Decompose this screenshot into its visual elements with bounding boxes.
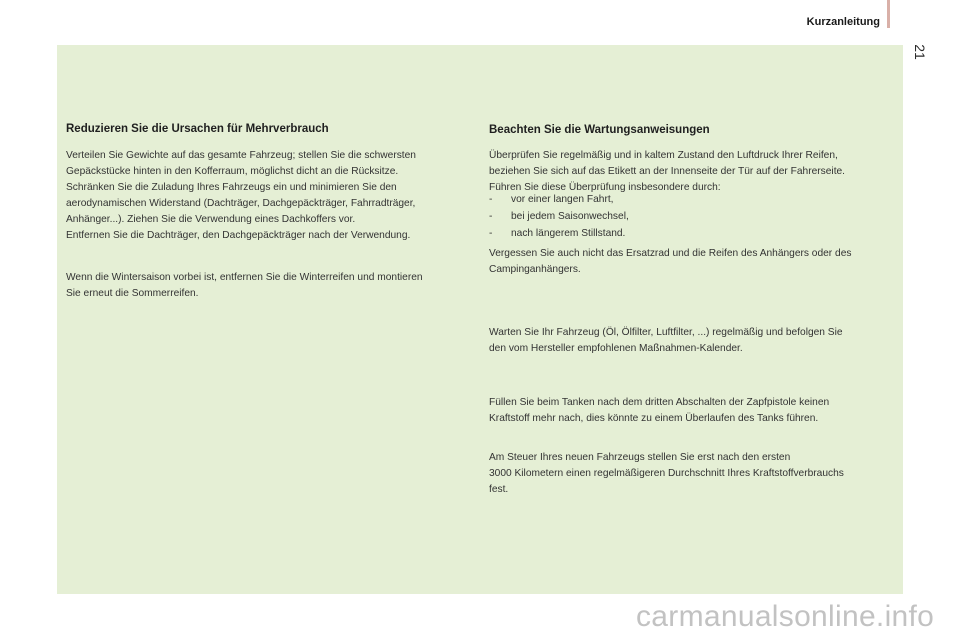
paragraph-weight-distribution — [66, 148, 416, 244]
paragraph-spare-wheel — [489, 246, 851, 278]
list-item — [489, 226, 625, 242]
paragraph-tyre-pressure — [489, 148, 845, 196]
text-line: Verteilen Sie Gewichte auf das gesamte Fahrzeug; stellen Sie die schwersten — [66, 150, 416, 161]
text-line: Füllen Sie beim Tanken nach dem dritten Abschalten der Zapfpistole keinen — [489, 397, 830, 408]
bullet-dash: - — [489, 194, 493, 205]
list-item-text: vor einer langen Fahrt, — [511, 194, 614, 205]
text-line: Sie erneut die Sommerreifen. — [66, 288, 199, 299]
text-line: Führen Sie diese Überprüfung insbesondere durch: — [489, 182, 721, 193]
text-line: Kraftstoff mehr nach, dies könnte zu einem Überlaufen des Tanks führen. — [489, 413, 819, 424]
section-title: Kurzanleitung — [806, 16, 880, 28]
text-line: beziehen Sie sich auf das Etikett an der Innenseite der Tür auf der Fahrerseite. — [489, 166, 846, 177]
list-item — [489, 209, 629, 225]
text-line: Am Steuer Ihres neuen Fahrzeugs stellen Sie erst nach den ersten — [489, 452, 791, 463]
paragraph-winter-tyres — [66, 270, 423, 302]
paragraph-refuelling — [489, 395, 829, 427]
heading-reduce-consumption: Reduzieren Sie die Ursachen für Mehrverbrauch — [66, 123, 329, 135]
text-line: Campinganhängers. — [489, 264, 581, 275]
content-panel — [57, 45, 903, 594]
list-item — [489, 192, 614, 208]
paragraph-service-schedule — [489, 325, 843, 357]
text-line: Anhänger...). Ziehen Sie die Verwendung eines Dachkoffers vor. — [66, 214, 356, 225]
list-item-text: nach längerem Stillstand. — [511, 228, 626, 239]
header-divider — [887, 0, 890, 28]
paragraph-new-vehicle — [489, 450, 844, 498]
bullet-dash: - — [489, 228, 493, 239]
page-number: 21 — [912, 44, 928, 60]
text-line: Entfernen Sie die Dachträger, den Dachgepäckträger nach der Verwendung. — [66, 230, 411, 241]
bullet-dash: - — [489, 211, 493, 222]
heading-maintenance: Beachten Sie die Wartungsanweisungen — [489, 124, 710, 136]
text-line: Vergessen Sie auch nicht das Ersatzrad und die Reifen des Anhängers oder des — [489, 248, 852, 259]
text-line: Wenn die Wintersaison vorbei ist, entfernen Sie die Winterreifen und montieren — [66, 272, 423, 283]
text-line: Überprüfen Sie regelmäßig und in kaltem Zustand den Luftdruck Ihrer Reifen, — [489, 150, 838, 161]
text-line: 3000 Kilometern einen regelmäßigeren Durchschnitt Ihres Kraftstoffverbrauchs — [489, 468, 844, 479]
watermark: carmanualsonline.info — [636, 600, 935, 633]
text-line: Warten Sie Ihr Fahrzeug (Öl, Ölfilter, Luftfilter, ...) regelmäßig und befolgen Sie — [489, 327, 843, 338]
list-item-text: bei jedem Saisonwechsel, — [511, 211, 629, 222]
text-line: den vom Hersteller empfohlenen Maßnahmen-Kalender. — [489, 343, 743, 354]
text-line: aerodynamischen Widerstand (Dachträger, Dachgepäckträger, Fahrradträger, — [66, 198, 416, 209]
text-line: Gepäckstücke hinten in den Kofferraum, möglichst dicht an die Rücksitze. — [66, 166, 399, 177]
text-line: fest. — [489, 484, 509, 495]
text-line: Schränken Sie die Zuladung Ihres Fahrzeugs ein und minimieren Sie den — [66, 182, 397, 193]
